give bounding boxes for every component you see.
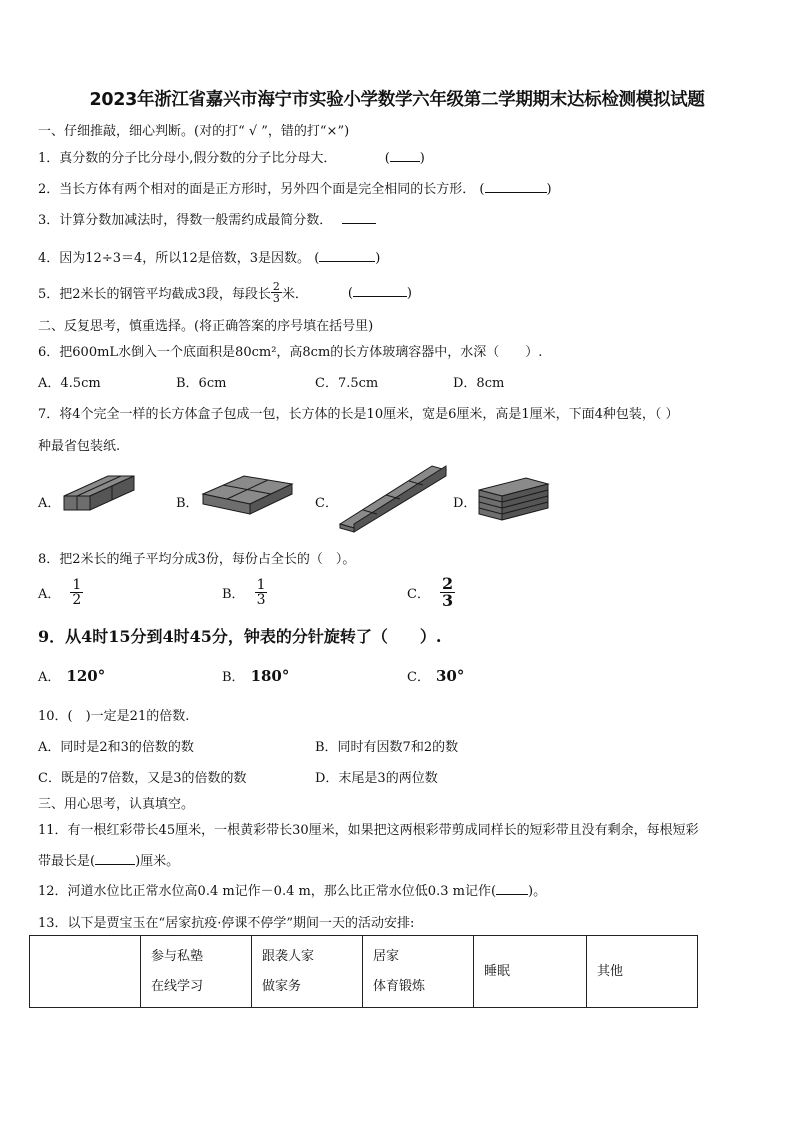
question-5: 5．把2米长的钢管平均截成3段，每段长 $\frac{2}{3}$ 米． ( ) <box>38 279 412 305</box>
question-10: 10．( )一定是21的倍数. <box>38 709 190 724</box>
q8-option-c[interactable]: C． $\frac{2}{3}$ <box>407 573 454 610</box>
q7-option-a-label[interactable]: A． <box>38 496 61 511</box>
fraction-one-half: $\frac{1}{2}$ <box>72 576 82 608</box>
q7-option-c-image[interactable] <box>338 460 450 536</box>
question-9: 9．从4时15分到4时45分，钟表的分针旋转了（ ）. <box>38 627 442 646</box>
q6-option-c[interactable]: C．7.5cm <box>315 376 379 391</box>
section-2-heading: 二、反复思考，慎重选择。(将正确答案的序号填在括号里) <box>38 319 374 334</box>
table-header-cell: 其他 <box>587 936 698 1008</box>
table-header-cell: 睡眠 <box>474 936 587 1008</box>
page-title: 2023年浙江省嘉兴市海宁市实验小学数学六年级第二学期期末达标检测模拟试题 <box>89 90 705 110</box>
q9-option-a[interactable]: A． 120° <box>38 667 106 685</box>
table-cell-blank[interactable] <box>30 936 141 1008</box>
activity-table <box>29 935 698 1008</box>
answer-blank-5[interactable]: ( ) <box>347 285 412 301</box>
question-1: 1．真分数的分子比分母小,假分数的分子比分母大． ( ) <box>38 151 425 166</box>
answer-blank-2[interactable]: ( ) <box>479 182 552 197</box>
table-header-cell: 跟袭人家 做家务 <box>252 936 363 1008</box>
answer-blank-3[interactable] <box>336 213 376 228</box>
question-7-line2: 种最省包装纸. <box>38 439 121 454</box>
q9-option-c[interactable]: C． 30° <box>407 667 465 685</box>
fraction-two-thirds: $\frac{2}{3}$ <box>441 573 454 610</box>
q8-option-a[interactable]: A． $\frac{1}{2}$ <box>38 576 82 608</box>
q7-option-d-image[interactable] <box>476 474 552 526</box>
question-6: 6．把600mL水倒入一个底面积是80cm²，高8cm的长方体玻璃容器中，水深（ ）. <box>38 345 543 360</box>
question-11-line2: 带最长是( )厘米。 <box>38 854 180 869</box>
question-13: 13．以下是贾宝玉在“居家抗疫·停课不停学”期间一天的活动安排: <box>38 916 415 931</box>
question-12: 12．河道水位比正常水位高0.4 m记作－0.4 m，那么比正常水位低0.3 m记作( )。 <box>38 884 547 899</box>
q9-option-b[interactable]: B． 180° <box>222 667 290 685</box>
section-1-heading: 一、仔细推敲，细心判断。(对的打“ √ ”，错的打“×”) <box>38 124 350 139</box>
table-row <box>30 936 698 1008</box>
question-11-line1: 11．有一根红彩带长45厘米，一根黄彩带长30厘米，如果把这两根彩带剪成同样长的短彩带且没有剩余，每根短彩 <box>38 823 699 838</box>
q6-option-d[interactable]: D．8cm <box>453 376 505 391</box>
q10-option-d[interactable]: D．末尾是3的两位数 <box>315 771 438 786</box>
fraction-two-thirds: $\frac{2}{3}$ <box>272 279 280 305</box>
q7-option-d-label[interactable]: D． <box>453 496 477 511</box>
q7-option-b-image[interactable] <box>200 470 296 524</box>
answer-blank-1[interactable]: ( ) <box>384 151 425 166</box>
question-8: 8．把2米长的绳子平均分成3份，每份占全长的（ ）。 <box>38 552 356 567</box>
q6-option-b[interactable]: B．6cm <box>176 376 227 391</box>
q10-option-c[interactable]: C．既是的7倍数，又是3的倍数的数 <box>38 771 247 786</box>
fraction-one-third: $\frac{1}{3}$ <box>256 576 266 608</box>
q6-option-a[interactable]: A．4.5cm <box>38 376 101 391</box>
q10-option-b[interactable]: B．同时有因数7和2的数 <box>315 740 459 755</box>
question-4: 4．因为12÷3＝4，所以12是倍数，3是因数。 ( ) <box>38 251 381 266</box>
answer-blank-11[interactable]: ( ) <box>90 854 141 869</box>
table-header-cell: 居家 体育锻炼 <box>363 936 474 1008</box>
q7-option-c-label[interactable]: C． <box>315 496 338 511</box>
section-3-heading: 三、用心思考，认真填空。 <box>38 797 195 812</box>
answer-blank-12[interactable]: ( ) <box>490 884 534 899</box>
question-7-line1: 7．将4个完全一样的长方体盒子包成一包，长方体的长是10厘米，宽是6厘米，高是1厘米，下面4种包装，（ ） <box>38 407 679 422</box>
q7-option-b-label[interactable]: B． <box>176 496 199 511</box>
q8-option-b[interactable]: B． $\frac{1}{3}$ <box>222 576 266 608</box>
question-3: 3．计算分数加减法时，得数一般需约成最简分数． <box>38 209 376 228</box>
q10-option-a[interactable]: A．同时是2和3的倍数的数 <box>38 740 194 755</box>
answer-blank-4[interactable]: ( ) <box>314 251 381 266</box>
q7-option-a-image[interactable] <box>60 470 138 524</box>
question-2: 2．当长方体有两个相对的面是正方形时，另外四个面是完全相同的长方形． ( ) <box>38 182 552 197</box>
table-header-cell: 参与私塾 在线学习 <box>141 936 252 1008</box>
